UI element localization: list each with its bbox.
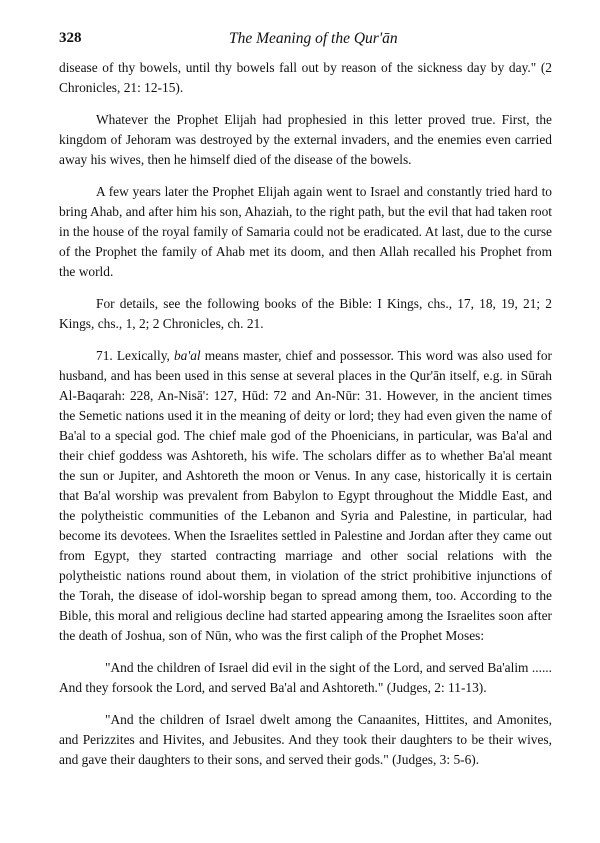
- page-header: [59, 30, 551, 52]
- body-text: [59, 58, 552, 782]
- paragraph-elijah-prophecy: Whatever the Prophet Elijah had prophesied in this letter proved true. First, the kingdom of Jehoram was destroyed by the external invaders, and the enemies even carried away his wives, then he himself died of the disease of the bowels.: [59, 112, 552, 167]
- page-number: 328: [59, 30, 82, 46]
- footnote-71: [59, 346, 552, 646]
- paragraph-elijah-israel: A few years later the Prophet Elijah again went to Israel and constantly tried hard to bring Ahab, and after him his son, Ahaziah, to the right path, but the evil that had taken root in the house of the royal family of Samaria could not be eradicated. At last, due to the curse of the Prophet the family of Ahab met its doom, and then Allah recalled his Prophet from the world.: [59, 184, 552, 279]
- block-quote-judges-3: "And the children of Israel dwelt among the Canaanites, Hittites, and Amonites, and Perizzites and Hivites, and Jebusites. And they took their daughters to be their wives, and gave their daughters to their sons, and served their gods." (Judges, 3: 5-6).: [59, 712, 552, 767]
- footnote-71-body: means master, chief and possessor. This word was also used for husband, and has been used in this sense at several places in the Qur'ān itself, e.g. in Sūrah Al-Baqarah: 228, An-Nisā': 127, Hūd: 72 and An-Nūr: 31. However, in the ancient times the Semetic nations used it in the meaning of deity or lord; they had even given the name of Ba'al to a special god. The chief male god of the Phoenicians, in particular, was Ba'al and their chief goddess was Ashtoreth, his wife. The scholars differ as to whether Ba'al meant the sun or Jupiter, and Ashtoreth the moon or Venus. In any case, historically it is certain that Ba'al worship was prevalent from Babylon to Egypt throughout the Middle East, and the polytheistic communities of the Lebanon and Syria and Palestine, in particular, had become its devotees. When the Israelites settled in Palestine and Jordan after they came out from Egypt, they started contracting marriage and other social relations with the polytheistic nations round about them, in violation of the strict prohibitive injunctions of the Torah, the disease of idol-worship began to spread among them, too. According to the Bible, this moral and religious decline had started appearing among the Israelites soon after the death of Joshua, son of Nūn, who was the first caliph of the Prophet Moses:: [59, 348, 552, 643]
- term-baal: ba'al: [173, 348, 201, 363]
- paragraph-continuation: disease of thy bowels, until thy bowels fall out by reason of the sickness day by day." (2 Chronicles, 21: 12-15).: [59, 60, 552, 95]
- block-quote-judges-2: "And the children of Israel did evil in the sight of the Lord, and served Ba'alim ...... And they forsook the Lord, and served Ba'al and Ashtoreth." (Judges, 2: 11-13).: [59, 660, 552, 695]
- footnote-71-intro: 71. Lexically,: [96, 348, 174, 363]
- running-title: The Meaning of the Qur'ān: [229, 30, 398, 47]
- paragraph-bible-references: For details, see the following books of the Bible: I Kings, chs., 17, 18, 19, 21; 2 Kings, chs., 1, 2; 2 Chronicles, ch. 21.: [59, 296, 552, 331]
